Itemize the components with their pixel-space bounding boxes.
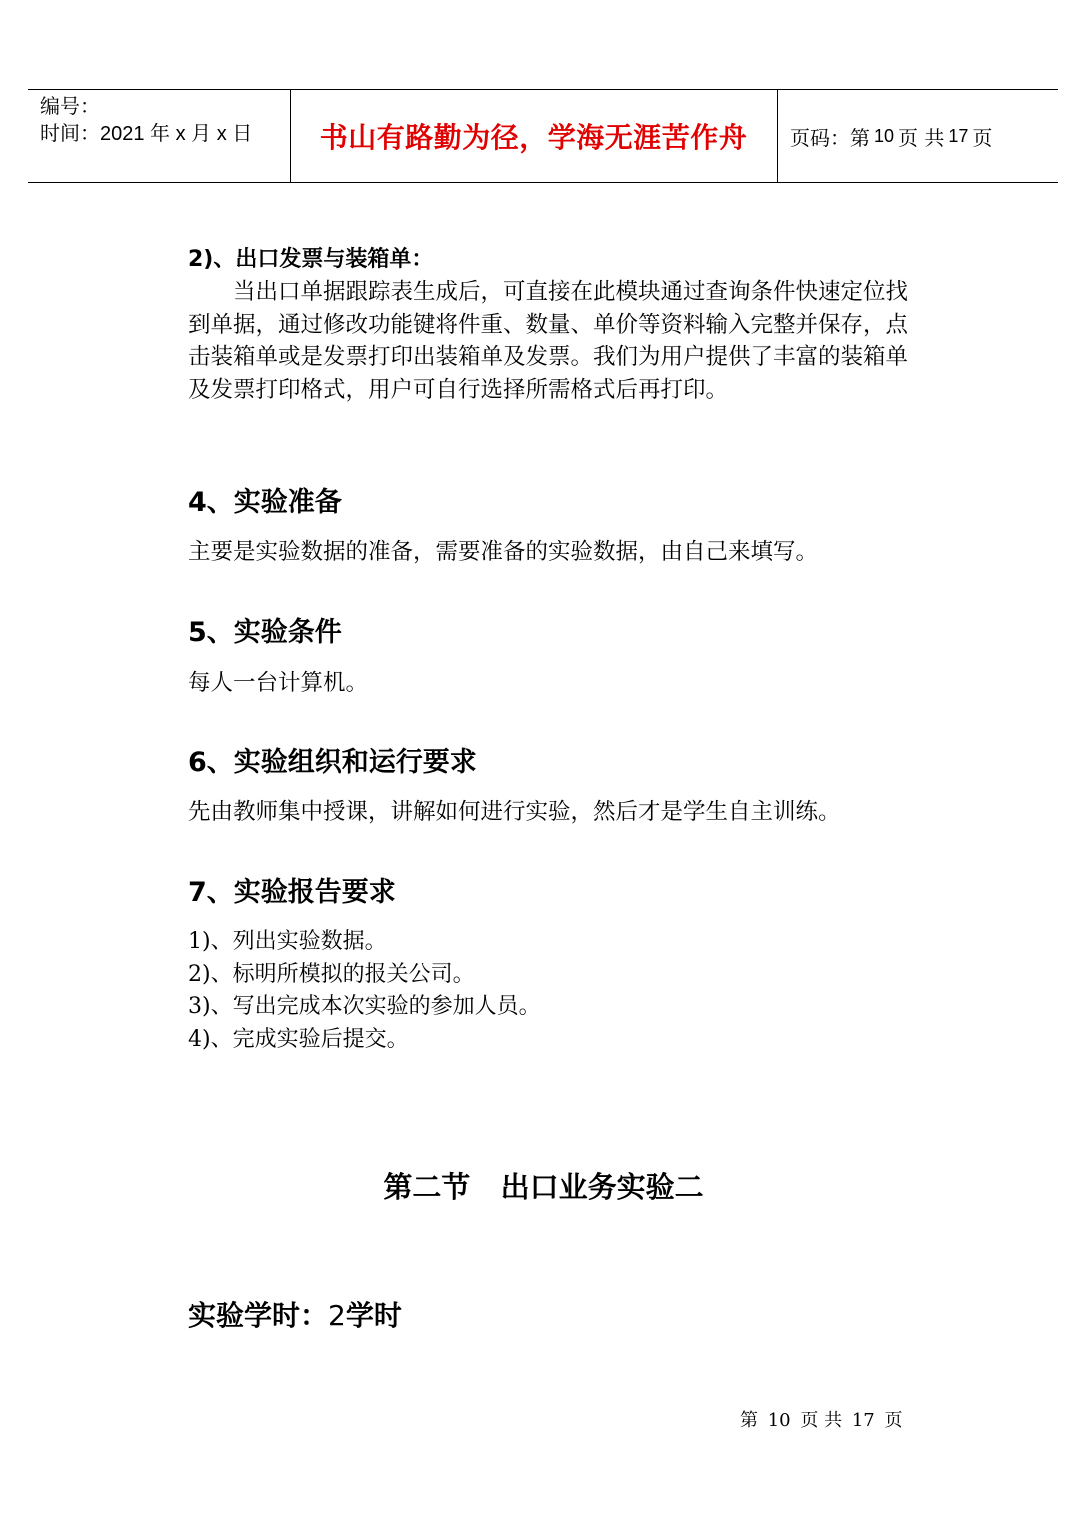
page-total: 17 — [948, 125, 969, 146]
code-label: 编号： — [40, 96, 100, 118]
export-invoice-section — [188, 244, 908, 406]
footer-prefix: 第 — [740, 1410, 758, 1431]
header-meta — [40, 94, 252, 148]
list-item: 1)、列出实验数据。 — [188, 929, 387, 954]
footer-mid: 页 共 — [800, 1410, 843, 1431]
footer-total-pages: 17 — [851, 1410, 875, 1431]
list-item: 3)、写出完成本次实验的参加人员。 — [188, 994, 541, 1019]
lab-hours-label: 实验学时： — [188, 1299, 329, 1332]
section-organization — [188, 745, 908, 781]
list-item: 4)、完成实验后提交。 — [188, 1026, 409, 1052]
section-preparation-text-wrap — [188, 536, 908, 568]
section-preparation — [188, 485, 908, 521]
lab-hours-unit: 学时 — [345, 1299, 402, 1332]
section-text: 主要是实验数据的准备，需要准备的实验数据，由自己来填写。 — [188, 539, 819, 565]
lab-hours-value: 2 — [328, 1299, 346, 1332]
export-invoice-heading: 2)、出口发票与装箱单： — [188, 247, 434, 272]
section-conditions — [188, 615, 908, 651]
section-heading: 5、实验条件 — [188, 617, 342, 648]
section-heading: 6、实验组织和运行要求 — [188, 747, 477, 778]
lab-hours — [188, 1296, 908, 1336]
section-heading: 7、实验报告要求 — [188, 877, 396, 908]
export-invoice-body: 当出口单据跟踪表生成后，可直接在此模块通过查询条件快速定位找到单据，通过修改功能键将件重、数量、单价等资料输入完整并保存，点击装箱单或是发票打印出装箱单及发票。我们为用户提供了丰富的装箱单及发票打印格式，用户可自行选择所需格式后再打印。 — [188, 279, 909, 403]
date-text: 时间：2021 年 x 月 x 日 — [40, 123, 253, 145]
footer-suffix: 页 — [884, 1410, 903, 1431]
page-label-mid: 页 共 — [898, 125, 945, 150]
page-current: 10 — [874, 125, 895, 146]
list-item: 2)、标明所模拟的报关公司。 — [188, 961, 475, 987]
header-motto: 书山有路勤为径，学海无涯苦作舟 — [319, 121, 748, 154]
section-conditions-text-wrap — [188, 667, 908, 699]
page-label-prefix: 页码：第 — [790, 125, 870, 150]
footer-current-page: 10 — [767, 1410, 791, 1431]
section-text: 每人一台计算机。 — [188, 670, 369, 696]
document-header — [28, 89, 1058, 183]
section-report-list-wrap — [188, 926, 908, 1056]
section-report — [188, 875, 908, 911]
section-text: 先由教师集中授课，讲解如何进行实验，然后才是学生自主训练。 — [188, 799, 841, 825]
report-requirements-list — [188, 926, 908, 1056]
section-heading: 4、实验准备 — [188, 487, 342, 518]
section-title: 第二节 出口业务实验二 — [383, 1170, 704, 1204]
section-organization-text-wrap — [188, 796, 908, 828]
page-label-suffix: 页 — [972, 125, 993, 150]
header-divider — [777, 90, 778, 182]
page-footer — [740, 1408, 902, 1434]
header-page-info — [790, 90, 992, 182]
